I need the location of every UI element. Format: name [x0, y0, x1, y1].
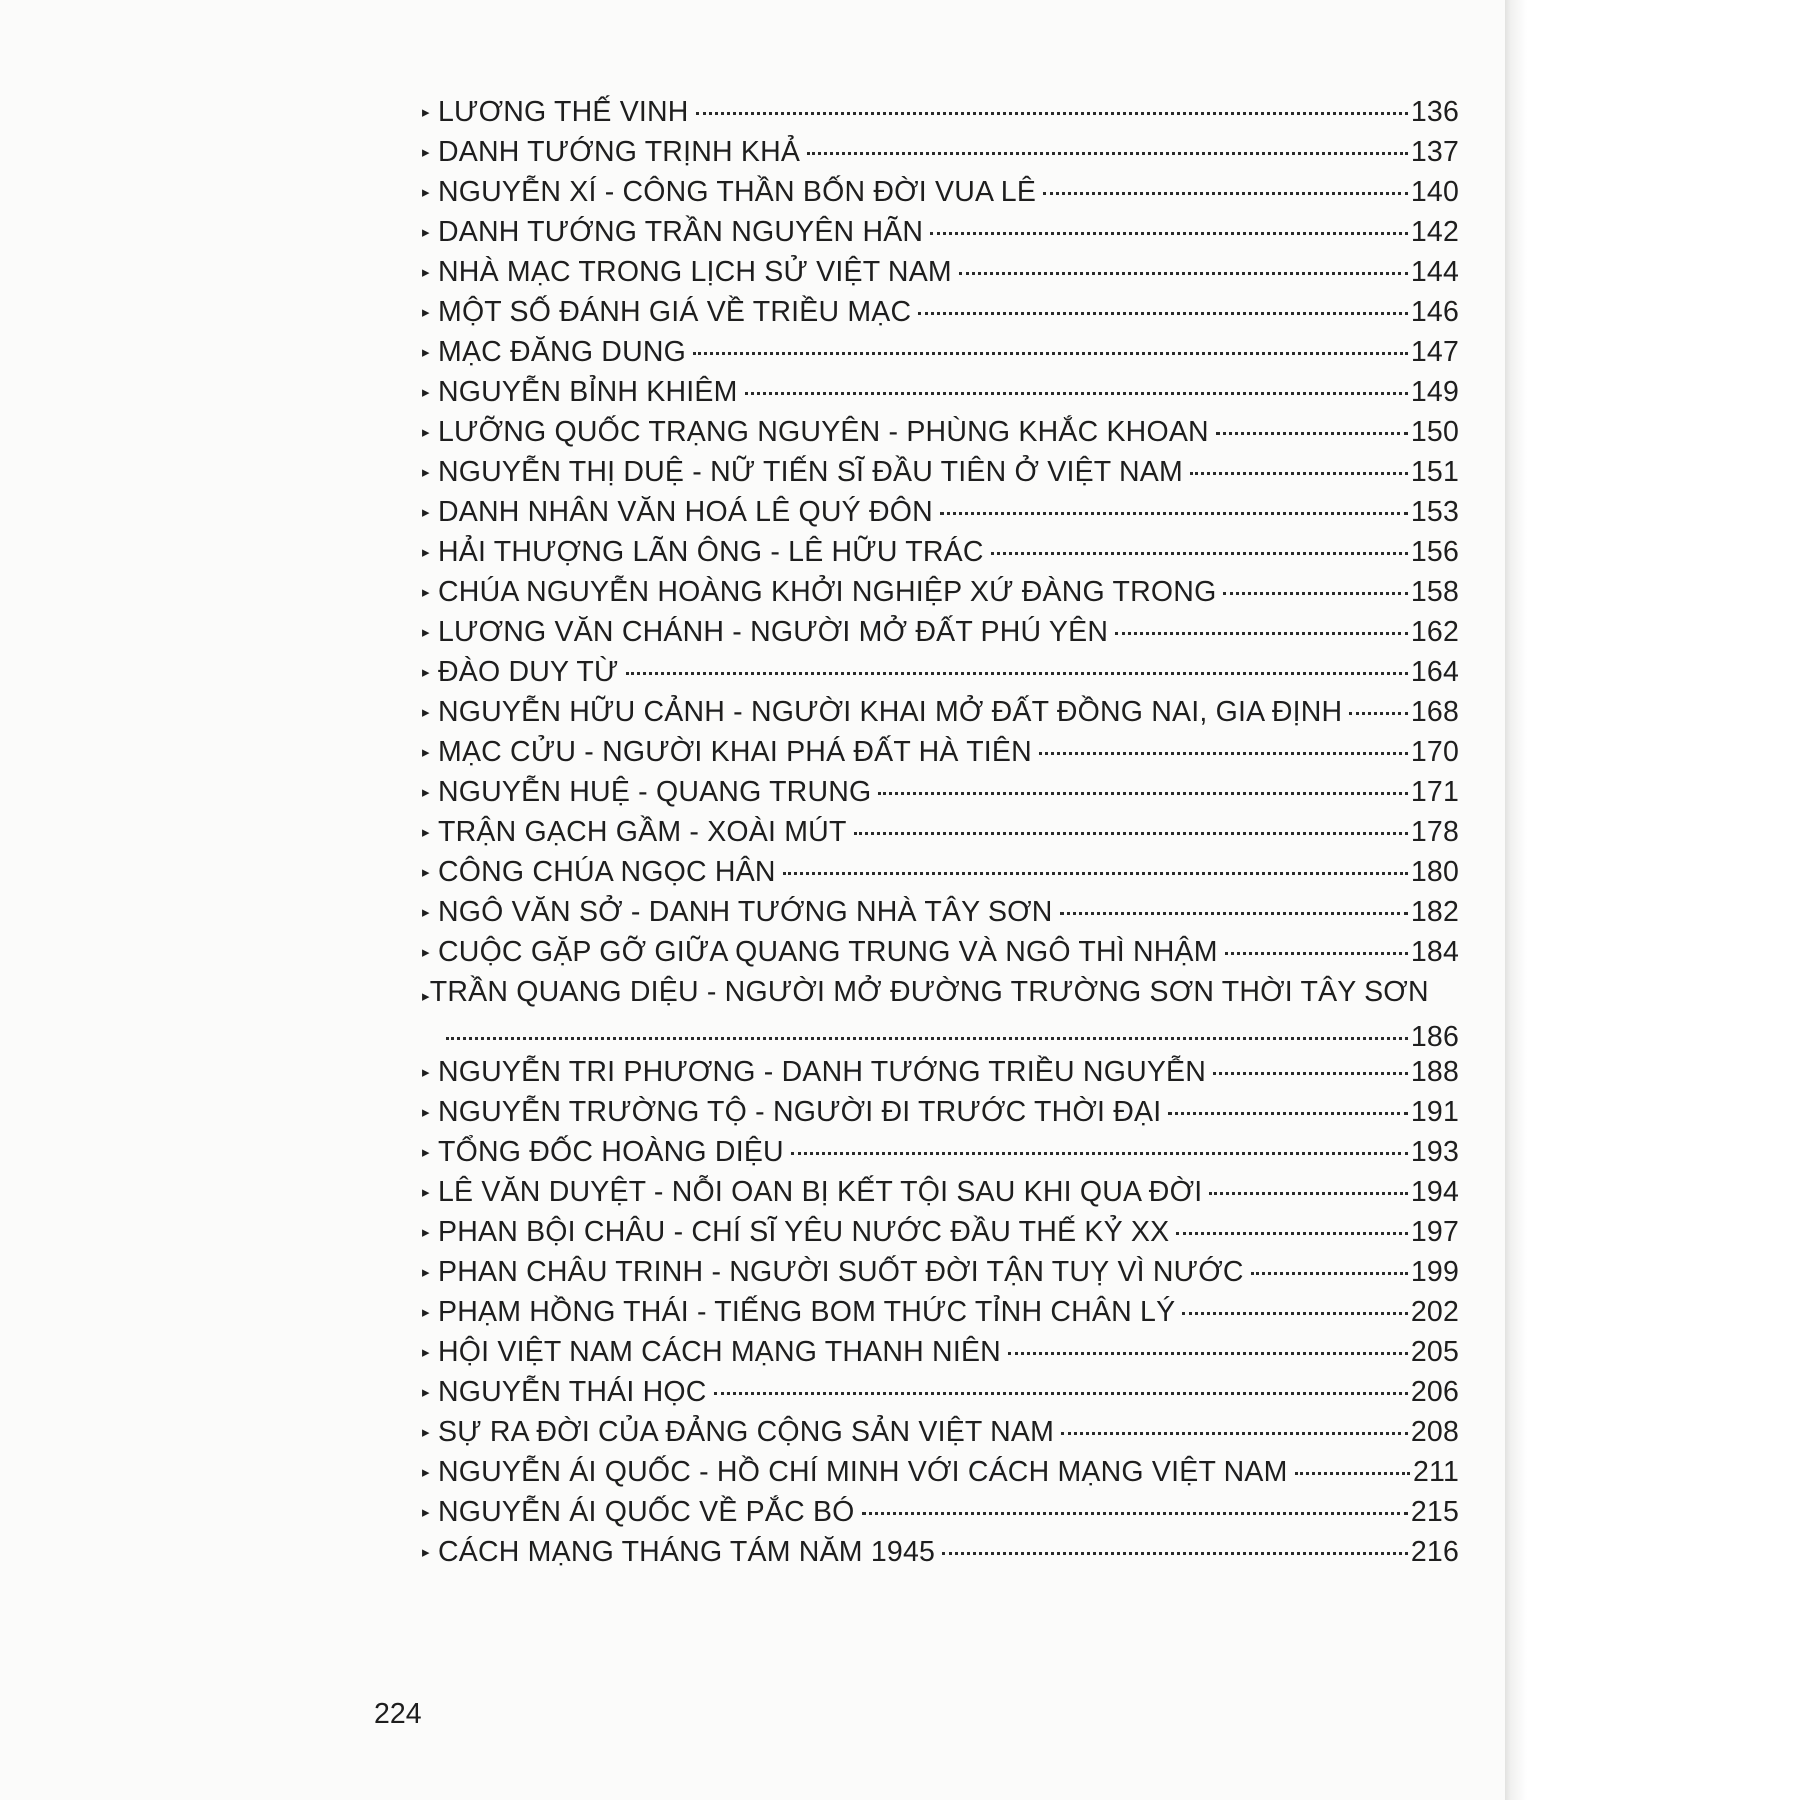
toc-entry-page: 182 [1410, 896, 1459, 928]
toc-entry-title: CÁCH MẠNG THÁNG TÁM NĂM 1945 [438, 1536, 936, 1568]
toc-entry-page: 186 [1410, 1021, 1459, 1053]
toc-entry [422, 172, 1459, 212]
dot-leader [783, 872, 1408, 875]
toc-entry [422, 972, 1459, 1052]
toc-entry [422, 412, 1459, 452]
toc-entry-title: NGUYỄN THÁI HỌC [438, 1376, 707, 1408]
toc-entry [422, 132, 1459, 172]
dot-leader [791, 1152, 1408, 1155]
dot-leader [942, 1552, 1408, 1555]
toc-entry-page: 136 [1410, 96, 1459, 128]
dot-leader [930, 232, 1408, 235]
toc-entry-page: 158 [1410, 576, 1459, 608]
toc-entry-page: 211 [1412, 1456, 1459, 1488]
triangle-bullet-icon: ▸ [422, 1504, 430, 1521]
dot-leader [1008, 1352, 1408, 1355]
triangle-bullet-icon: ▸ [422, 1304, 430, 1321]
triangle-bullet-icon: ▸ [422, 904, 430, 921]
toc-entry-title: CHÚA NGUYỄN HOÀNG KHỞI NGHIỆP XỨ ĐÀNG TRONG [438, 576, 1217, 608]
dot-leader [1223, 592, 1407, 595]
toc-entry [422, 1132, 1459, 1172]
triangle-bullet-icon: ▸ [422, 224, 430, 241]
triangle-bullet-icon: ▸ [422, 584, 430, 601]
toc-entry-page: 150 [1410, 416, 1459, 448]
toc-entry [422, 852, 1459, 892]
dot-leader [446, 1037, 1408, 1040]
triangle-bullet-icon: ▸ [422, 1424, 430, 1441]
triangle-bullet-icon: ▸ [422, 104, 430, 121]
toc-entry-page: 140 [1410, 176, 1459, 208]
triangle-bullet-icon: ▸ [422, 384, 430, 401]
toc-entry [422, 1492, 1459, 1532]
toc-entry-title: MẠC ĐĂNG DUNG [438, 336, 687, 368]
toc-entry [422, 1332, 1459, 1372]
page-number: 224 [374, 1698, 422, 1730]
triangle-bullet-icon: ▸ [422, 1144, 430, 1161]
toc-entry-page: 191 [1410, 1096, 1459, 1128]
toc-entry-page: 184 [1410, 936, 1459, 968]
dot-leader [1209, 1192, 1408, 1195]
toc-entry [422, 772, 1459, 812]
triangle-bullet-icon: ▸ [422, 864, 430, 881]
toc-entry-page: 205 [1410, 1336, 1459, 1368]
triangle-bullet-icon: ▸ [422, 1344, 430, 1361]
dot-leader [1115, 632, 1408, 635]
toc-entry-title: NGUYỄN TRƯỜNG TỘ - NGƯỜI ĐI TRƯỚC THỜI ĐẠI [438, 1096, 1162, 1128]
dot-leader [1349, 712, 1408, 715]
dot-leader [1295, 1472, 1410, 1475]
toc-entry [422, 1092, 1459, 1132]
toc-entry [422, 692, 1459, 732]
toc-entry [422, 1212, 1459, 1252]
toc-entry-page: 151 [1410, 456, 1459, 488]
toc-entry [422, 1172, 1459, 1212]
toc-entry-page: 149 [1410, 376, 1459, 408]
toc-entry-title: MỘT SỐ ĐÁNH GIÁ VỀ TRIỀU MẠC [438, 296, 912, 328]
toc-entry-page: 144 [1410, 256, 1459, 288]
triangle-bullet-icon: ▸ [422, 744, 430, 761]
toc-entry-title: NGUYỄN XÍ - CÔNG THẦN BỐN ĐỜI VUA LÊ [438, 176, 1037, 208]
toc-entry [422, 1372, 1459, 1412]
dot-leader [1225, 952, 1408, 955]
dot-leader [1061, 1432, 1408, 1435]
dot-leader [854, 832, 1408, 835]
toc-entry-page: 153 [1410, 496, 1459, 528]
toc-entry-title: NGUYỄN ÁI QUỐC - HỒ CHÍ MINH VỚI CÁCH MẠNG VIỆT NAM [438, 1456, 1288, 1488]
toc-entry-page: 171 [1410, 776, 1459, 808]
triangle-bullet-icon: ▸ [422, 424, 430, 441]
toc-entry [422, 932, 1459, 972]
dot-leader [807, 152, 1408, 155]
triangle-bullet-icon: ▸ [422, 304, 430, 321]
dot-leader [1039, 752, 1408, 755]
triangle-bullet-icon: ▸ [422, 1104, 430, 1121]
toc-entry-title: LƯƠNG THẾ VINH [438, 96, 689, 128]
toc-entry-title [422, 972, 1459, 1017]
triangle-bullet-icon: ▸ [422, 1064, 430, 1081]
toc-entry [422, 892, 1459, 932]
toc-entry-page: 199 [1410, 1256, 1459, 1288]
toc-entry-page: 202 [1410, 1296, 1459, 1328]
toc-entry-page: 178 [1410, 816, 1459, 848]
toc-entry-title: MẠC CỬU - NGƯỜI KHAI PHÁ ĐẤT HÀ TIÊN [438, 736, 1032, 768]
toc-entry [422, 212, 1459, 252]
dot-leader [1043, 192, 1408, 195]
dot-leader [1216, 432, 1408, 435]
toc-entry-title: NGUYỄN ÁI QUỐC VỀ PẮC BÓ [438, 1496, 855, 1528]
toc-entry-title: CUỘC GẶP GỠ GIỮA QUANG TRUNG VÀ NGÔ THÌ NHẬM [438, 936, 1218, 968]
triangle-bullet-icon: ▸ [422, 944, 430, 961]
toc-entry [422, 732, 1459, 772]
dot-leader [940, 512, 1408, 515]
triangle-bullet-icon: ▸ [422, 504, 430, 521]
dot-leader [626, 672, 1408, 675]
toc-entry [422, 572, 1459, 612]
toc-entry-page: 197 [1410, 1216, 1459, 1248]
toc-entry [422, 612, 1459, 652]
toc-entry-title: PHẠM HỒNG THÁI - TIẾNG BOM THỨC TỈNH CHÂN LÝ [438, 1296, 1176, 1328]
dot-leader [696, 112, 1408, 115]
toc-entry-page: 194 [1410, 1176, 1459, 1208]
toc-entry-title: DANH TƯỚNG TRỊNH KHẢ [438, 136, 801, 168]
triangle-bullet-icon: ▸ [422, 264, 430, 281]
toc-entry-page: 193 [1410, 1136, 1459, 1168]
toc-entry [422, 652, 1459, 692]
toc-entry-title: NGUYỄN HỮU CẢNH - NGƯỜI KHAI MỞ ĐẤT ĐỒNG NAI, GIA ĐỊNH [438, 696, 1343, 728]
triangle-bullet-icon: ▸ [422, 1384, 430, 1401]
toc-entry [422, 372, 1459, 412]
toc-entry-title: TỔNG ĐỐC HOÀNG DIỆU [438, 1136, 784, 1168]
dot-leader [693, 352, 1408, 355]
toc-entry-page: 164 [1410, 656, 1459, 688]
dot-leader [1251, 1272, 1408, 1275]
dot-leader [1168, 1112, 1407, 1115]
toc-entry [422, 332, 1459, 372]
toc-entry-page: 206 [1410, 1376, 1459, 1408]
triangle-bullet-icon: ▸ [422, 784, 430, 801]
dot-leader [745, 392, 1408, 395]
triangle-bullet-icon: ▸ [422, 464, 430, 481]
toc-entry [422, 1412, 1459, 1452]
toc-entry-page: 188 [1410, 1056, 1459, 1088]
toc-entry-page: 146 [1410, 296, 1459, 328]
triangle-bullet-icon: ▸ [422, 1464, 430, 1481]
triangle-bullet-icon: ▸ [422, 704, 430, 721]
toc-entry-page: 162 [1410, 616, 1459, 648]
triangle-bullet-icon: ▸ [422, 1544, 430, 1561]
dot-leader [714, 1392, 1408, 1395]
toc-entry-title: NGUYỄN THỊ DUỆ - NỮ TIẾN SĨ ĐẦU TIÊN Ở VIỆT NAM [438, 456, 1183, 488]
toc-entry-page: 156 [1410, 536, 1459, 568]
toc-entry [422, 1452, 1459, 1492]
toc-entry-page: 180 [1410, 856, 1459, 888]
toc-entry-title: NGÔ VĂN SỞ - DANH TƯỚNG NHÀ TÂY SƠN [438, 896, 1053, 928]
dot-leader [1060, 912, 1408, 915]
toc-entry-page: 142 [1410, 216, 1459, 248]
dot-leader [1182, 1312, 1408, 1315]
toc-entry-title: LÊ VĂN DUYỆT - NỖI OAN BỊ KẾT TỘI SAU KHI QUA ĐỜI [438, 1176, 1203, 1208]
triangle-bullet-icon: ▸ [422, 1224, 430, 1241]
page-edge-shadow [1505, 0, 1800, 1800]
toc-entry-title: DANH TƯỚNG TRẦN NGUYÊN HÃN [438, 216, 924, 248]
triangle-bullet-icon: ▸ [422, 184, 430, 201]
toc-entry-title-text: TRẦN QUANG DIỆU - NGƯỜI MỞ ĐƯỜNG TRƯỜNG SƠN THỜI TÂY SƠN [429, 976, 1429, 1008]
triangle-bullet-icon: ▸ [422, 624, 430, 641]
toc-entry-title: NGUYỄN TRI PHƯƠNG - DANH TƯỚNG TRIỀU NGUYỄN [438, 1056, 1207, 1088]
toc-entry-page: 216 [1410, 1536, 1459, 1568]
dot-leader [991, 552, 1408, 555]
toc-entry-page: 147 [1410, 336, 1459, 368]
toc-entry [422, 532, 1459, 572]
toc-entry-title: LƯỠNG QUỐC TRẠNG NGUYÊN - PHÙNG KHẮC KHOAN [438, 416, 1209, 448]
toc-entry-title: NGUYỄN HUỆ - QUANG TRUNG [438, 776, 872, 808]
dot-leader [878, 792, 1407, 795]
toc-entry [422, 1252, 1459, 1292]
toc-entry-page: 137 [1410, 136, 1459, 168]
toc-entry [422, 492, 1459, 532]
toc-entry [422, 1292, 1459, 1332]
toc-entry-page: 215 [1410, 1496, 1459, 1528]
triangle-bullet-icon: ▸ [422, 664, 430, 681]
toc-entry-title: DANH NHÂN VĂN HOÁ LÊ QUÝ ĐÔN [438, 496, 933, 528]
triangle-bullet-icon: ▸ [422, 1264, 430, 1281]
toc-entry-page: 208 [1410, 1416, 1459, 1448]
dot-leader [1190, 472, 1408, 475]
toc-entry-title: PHAN BỘI CHÂU - CHÍ SĨ YÊU NƯỚC ĐẦU THẾ KỶ XX [438, 1216, 1170, 1248]
toc-entry-title: NHÀ MẠC TRONG LỊCH SỬ VIỆT NAM [438, 256, 952, 288]
toc-entry-title: HỘI VIỆT NAM CÁCH MẠNG THANH NIÊN [438, 1336, 1001, 1368]
toc-entry-title: SỰ RA ĐỜI CỦA ĐẢNG CỘNG SẢN VIỆT NAM [438, 1416, 1055, 1448]
triangle-bullet-icon: ▸ [422, 824, 430, 841]
toc-entry [422, 452, 1459, 492]
triangle-bullet-icon: ▸ [422, 988, 430, 1005]
dot-leader [918, 312, 1408, 315]
toc-entry [422, 812, 1459, 852]
toc-entry-title: ĐÀO DUY TỪ [438, 656, 619, 688]
toc-entry-title: CÔNG CHÚA NGỌC HÂN [438, 856, 776, 888]
toc-entry-title: HẢI THƯỢNG LÃN ÔNG - LÊ HỮU TRÁC [438, 536, 984, 568]
table-of-contents [422, 92, 1459, 1572]
toc-entry-page: 170 [1410, 736, 1459, 768]
triangle-bullet-icon: ▸ [422, 344, 430, 361]
dot-leader [959, 272, 1408, 275]
toc-entry-title: NGUYỄN BỈNH KHIÊM [438, 376, 738, 408]
toc-entry [422, 252, 1459, 292]
toc-entry [422, 292, 1459, 332]
toc-entry-page: 168 [1410, 696, 1459, 728]
triangle-bullet-icon: ▸ [422, 544, 430, 561]
toc-entry-title: PHAN CHÂU TRINH - NGƯỜI SUỐT ĐỜI TẬN TUỴ VÌ NƯỚC [438, 1256, 1244, 1288]
dot-leader [1176, 1232, 1407, 1235]
triangle-bullet-icon: ▸ [422, 144, 430, 161]
toc-entry [422, 1052, 1459, 1092]
dot-leader [1213, 1072, 1408, 1075]
toc-entry-title: TRẬN GẠCH GẦM - XOÀI MÚT [438, 816, 847, 848]
toc-entry [422, 92, 1459, 132]
dot-leader [862, 1512, 1408, 1515]
toc-entry-continuation [422, 1017, 1459, 1057]
triangle-bullet-icon: ▸ [422, 1184, 430, 1201]
toc-entry-title: LƯƠNG VĂN CHÁNH - NGƯỜI MỞ ĐẤT PHÚ YÊN [438, 616, 1109, 648]
toc-entry [422, 1532, 1459, 1572]
